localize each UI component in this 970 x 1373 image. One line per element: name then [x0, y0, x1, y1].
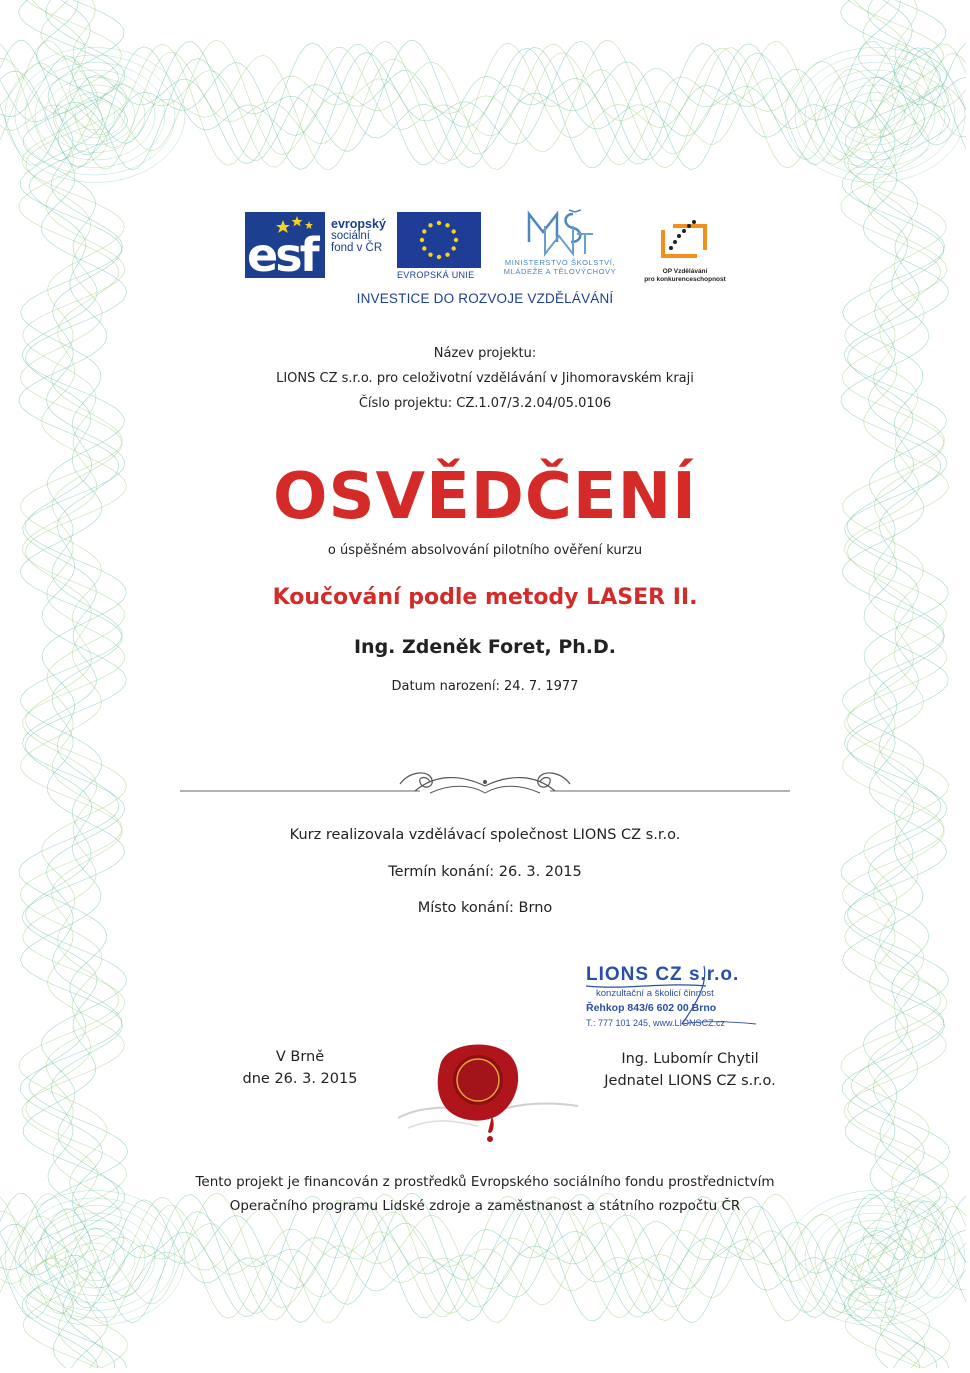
eu-label: EVROPSKÁ UNIE [397, 270, 475, 280]
funding-line2: Operačního programu Lidské zdroje a zaměstnanost a státního rozpočtu ČR [229, 1198, 741, 1214]
certificate-subtitle: o úspěšném absolvování pilotního ověření kurzu [327, 543, 643, 558]
msmt-line1: MINISTERSTVO ŠKOLSTVÍ, [504, 258, 616, 267]
op-logo [657, 216, 713, 266]
stamp-line1: LIONS CZ s.r.o. [586, 964, 740, 985]
organizer: Kurz realizovala vzdělávací společnost LIONS CZ s.r.o. [289, 827, 681, 843]
course-date: Termín konání: 26. 3. 2015 [388, 864, 582, 880]
wax-seal-icon [388, 1036, 588, 1146]
logo-row [245, 208, 735, 288]
signer-role: Jednatel LIONS CZ s.r.o. [604, 1073, 776, 1089]
esf-line2: sociální [331, 230, 370, 242]
course-place: Místo konání: Brno [417, 900, 553, 916]
op-line2: pro konkurenceschopnost [644, 276, 726, 283]
esf-line3: fond v ČR [331, 242, 383, 254]
esf-text [331, 218, 386, 254]
ornament-divider [180, 760, 790, 804]
certificate-title: OSVĚDČENÍ [273, 460, 697, 534]
funding-note [0, 1170, 970, 1218]
project-label: Název projektu: [433, 346, 537, 361]
project-number: Číslo projektu: CZ.1.07/3.2.04/05.0106 [358, 396, 612, 411]
funding-line1: Tento projekt je financován z prostředků Evropského sociálního fondu prostřednictvím [195, 1174, 775, 1190]
esf-emblem [245, 212, 325, 282]
esf-line1: evropský [331, 217, 386, 231]
op-label [635, 268, 735, 284]
msmt-line2: MLÁDEŽE A TĚLOVÝCHOVY [503, 267, 617, 276]
msmt-label [491, 258, 629, 276]
holder-name: Ing. Zdeněk Foret, Ph.D. [353, 636, 617, 658]
company-stamp [586, 964, 771, 1034]
sign-date: dne 26. 3. 2015 [242, 1071, 358, 1087]
birth-date: Datum narození: 24. 7. 1977 [391, 679, 579, 694]
esf-letters: esf [247, 228, 317, 282]
sign-place: V Brně [275, 1049, 325, 1065]
stamp-line4: T.: 777 101 245, www.LIONSCZ.cz [586, 1018, 726, 1028]
course-name: Koučování podle metody LASER II. [272, 585, 698, 610]
signer-block [580, 1048, 800, 1092]
eu-flag-icon [397, 212, 481, 268]
msmt-logo [525, 208, 595, 258]
stamp-line3: Řehkop 843/6 602 00 Brno [586, 1002, 717, 1014]
project-name: LIONS CZ s.r.o. pro celoživotní vzdělávání v Jihomoravském kraji [276, 371, 694, 386]
signer-name: Ing. Lubomír Chytil [621, 1051, 759, 1067]
op-line1: OP Vzdělávání [662, 268, 708, 275]
stamp-line2: konzultační a školicí činnost [596, 988, 714, 999]
place-date-block [210, 1046, 390, 1090]
investice-tagline: INVESTICE DO ROZVOJE VZDĚLÁVÁNÍ [356, 291, 614, 306]
